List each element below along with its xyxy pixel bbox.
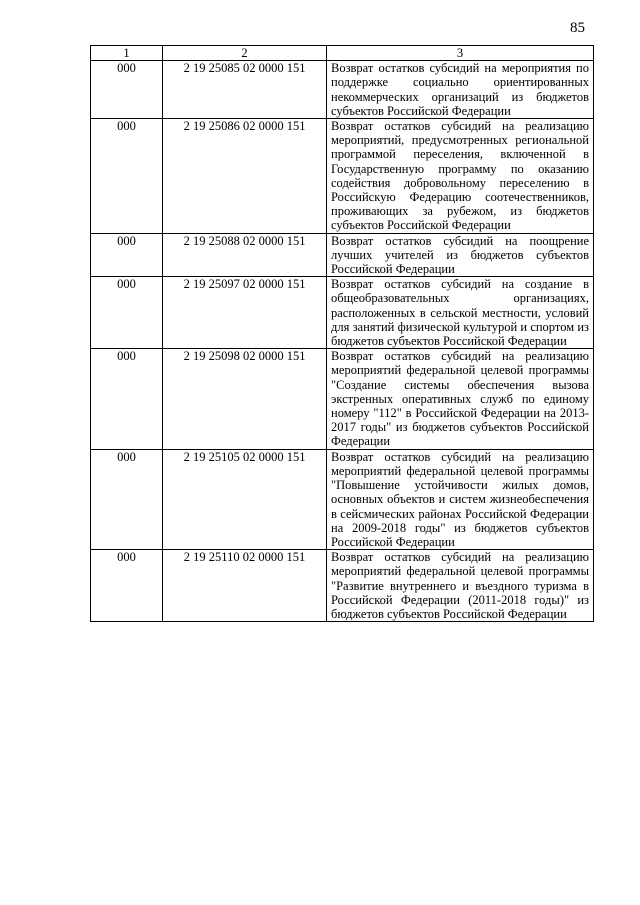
admin-code-cell: 000 xyxy=(91,119,163,234)
description-cell: Возврат остатков субсидий на реализацию мероприятий, предусмотренных региональной программой переселения, включенной в Государственную программу по оказанию содействия добровольному переселению в Российскую Федерацию соотечественников, проживающих за рубежом, из бюджетов субъектов Российской Федерации xyxy=(327,119,594,234)
budget-classification-table xyxy=(90,45,594,622)
table-row xyxy=(91,349,594,449)
table-row xyxy=(91,61,594,119)
column-header: 1 xyxy=(91,46,163,61)
page-number: 85 xyxy=(570,20,585,36)
kbk-code-cell: 2 19 25110 02 0000 151 xyxy=(163,550,327,622)
column-header: 3 xyxy=(327,46,594,61)
description-cell: Возврат остатков субсидий на реализацию мероприятий федеральной целевой программы "Создание системы обеспечения вызова экстренных оперативных служб по единому номеру "112" в Российской Федерации на 2013-2017 годы" из бюджетов субъектов Российской Федерации xyxy=(327,349,594,449)
admin-code-cell: 000 xyxy=(91,449,163,549)
description-cell: Возврат остатков субсидий на мероприятия по поддержке социально ориентированных некоммерческих организаций из бюджетов субъектов Российской Федерации xyxy=(327,61,594,119)
admin-code-cell: 000 xyxy=(91,233,163,277)
admin-code-cell: 000 xyxy=(91,550,163,622)
table-row xyxy=(91,550,594,622)
kbk-code-cell: 2 19 25086 02 0000 151 xyxy=(163,119,327,234)
kbk-code-cell: 2 19 25088 02 0000 151 xyxy=(163,233,327,277)
description-cell: Возврат остатков субсидий на поощрение лучших учителей из бюджетов субъектов Российской Федерации xyxy=(327,233,594,277)
kbk-code-cell: 2 19 25097 02 0000 151 xyxy=(163,277,327,349)
table-row xyxy=(91,277,594,349)
description-cell: Возврат остатков субсидий на реализацию мероприятий федеральной целевой программы "Развитие внутреннего и въездного туризма в Российской Федерации (2011-2018 годы)" из бюджетов субъектов Российской Федерации xyxy=(327,550,594,622)
admin-code-cell: 000 xyxy=(91,61,163,119)
admin-code-cell: 000 xyxy=(91,277,163,349)
table-header-row xyxy=(91,46,594,61)
description-cell: Возврат остатков субсидий на реализацию мероприятий федеральной целевой программы "Повышение устойчивости жилых домов, основных объектов и систем жизнеобеспечения в сейсмических районах Российской Федерации на 2009-2018 годы" из бюджетов субъектов Российской Федерации xyxy=(327,449,594,549)
table-row xyxy=(91,449,594,549)
admin-code-cell: 000 xyxy=(91,349,163,449)
table-row xyxy=(91,119,594,234)
table-row xyxy=(91,233,594,277)
kbk-code-cell: 2 19 25098 02 0000 151 xyxy=(163,349,327,449)
kbk-code-cell: 2 19 25085 02 0000 151 xyxy=(163,61,327,119)
column-header: 2 xyxy=(163,46,327,61)
description-cell: Возврат остатков субсидий на создание в общеобразовательных организациях, расположенных в сельской местности, условий для занятий физической культурой и спортом из бюджетов субъектов Российской Федерации xyxy=(327,277,594,349)
kbk-code-cell: 2 19 25105 02 0000 151 xyxy=(163,449,327,549)
